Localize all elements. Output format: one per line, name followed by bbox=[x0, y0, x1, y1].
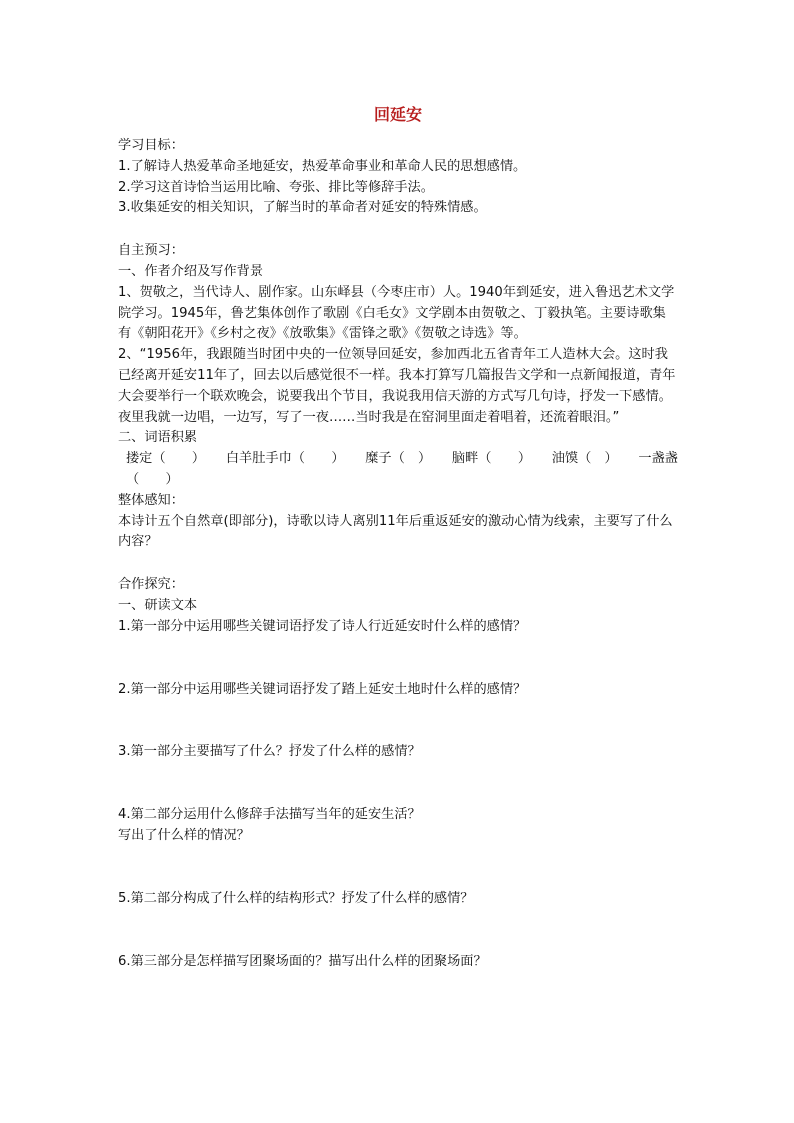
explore-heading: 合作探究： bbox=[118, 577, 184, 593]
vocab-item: 油馍（ ） bbox=[551, 451, 618, 467]
page-title: 回延安 bbox=[373, 105, 422, 124]
vocab-item: 糜子（ ） bbox=[365, 451, 432, 467]
worksheet-page bbox=[118, 104, 678, 972]
vocab-row bbox=[118, 449, 678, 470]
answer-space bbox=[118, 638, 678, 680]
overall-text: 本诗计五个自然章(即部分)，诗歌以诗人离别11年后重返延安的激动心情为线索，主要写了什么内容？ bbox=[118, 513, 673, 550]
answer-space bbox=[118, 700, 678, 742]
question-5: 5.第二部分构成了什么样的结构形式？抒发了什么样的感情？ bbox=[118, 890, 474, 906]
goal-item: 2.学习这首诗恰当运用比喻、夸张、排比等修辞手法。 bbox=[118, 179, 434, 195]
answer-space bbox=[118, 910, 678, 952]
preview-section-author: 一、作者介绍及写作背景 bbox=[118, 263, 264, 279]
overall-heading: 整体感知： bbox=[118, 492, 184, 508]
vocab-item: 搂定（ ） bbox=[126, 451, 206, 467]
question-4-sub: 写出了什么样的情况？ bbox=[118, 827, 250, 843]
background-paragraph: 2、“1956年，我跟随当时团中央的一位领导回延安，参加西北五省青年工人造林大会。这时我已经离开延安11年了，回去以后感觉很不一样。我本打算写几篇报告文学和一点新闻报道，青年大会要举行一个联欢晚会，说要我出个节目，我说我用信天游的方式写几句诗，抒发一下感情。夜里我就一边唱，一边写，写了一夜……当时我是在窑洞里面走着唱着，还流着眼泪。” bbox=[118, 347, 676, 425]
question-1: 1.第一部分中运用哪些关键词语抒发了诗人行近延安时什么样的感情？ bbox=[118, 618, 527, 634]
question-2: 2.第一部分中运用哪些关键词语抒发了踏上延安土地时什么样的感情？ bbox=[118, 681, 527, 697]
goal-item: 1.了解诗人热爱革命圣地延安，热爱革命事业和革命人民的思想感情。 bbox=[118, 158, 527, 174]
goal-item: 3.收集延安的相关知识，了解当时的革命者对延安的特殊情感。 bbox=[118, 200, 487, 216]
author-paragraph: 1、贺敬之，当代诗人、剧作家。山东峄县（今枣庄市）人。1940年到延安，进入鲁迅艺术文学院学习。1945年，鲁艺集体创作了歌剧《白毛女》文学剧本由贺敬之、丁毅执笔。主要诗歌集有《朝阳花开》《乡村之夜》《放歌集》《雷锋之歌》《贺敬之诗选》等。 bbox=[118, 284, 675, 342]
answer-space bbox=[118, 763, 678, 805]
spacer bbox=[118, 553, 678, 575]
spacer bbox=[118, 219, 678, 241]
goals-heading: 学习目标： bbox=[118, 138, 184, 153]
vocab-item: 白羊肚手巾（ ） bbox=[225, 451, 345, 467]
preview-heading: 自主预习： bbox=[118, 243, 184, 259]
answer-space bbox=[118, 847, 678, 889]
question-4: 4.第二部分运用什么修辞手法描写当年的延安生活？ bbox=[118, 807, 421, 823]
vocab-item: 一盏盏 bbox=[638, 451, 678, 467]
vocab-item: 脑畔（ ） bbox=[451, 451, 532, 467]
vocab-blank: （ ） bbox=[126, 471, 179, 487]
preview-section-vocab: 二、词语积累 bbox=[118, 430, 198, 446]
explore-section: 一、研读文本 bbox=[118, 597, 198, 613]
question-6: 6.第三部分是怎样描写团聚场面的？描写出什么样的团聚场面？ bbox=[118, 953, 487, 969]
question-3: 3.第一部分主要描写了什么？抒发了什么样的感情？ bbox=[118, 744, 421, 760]
